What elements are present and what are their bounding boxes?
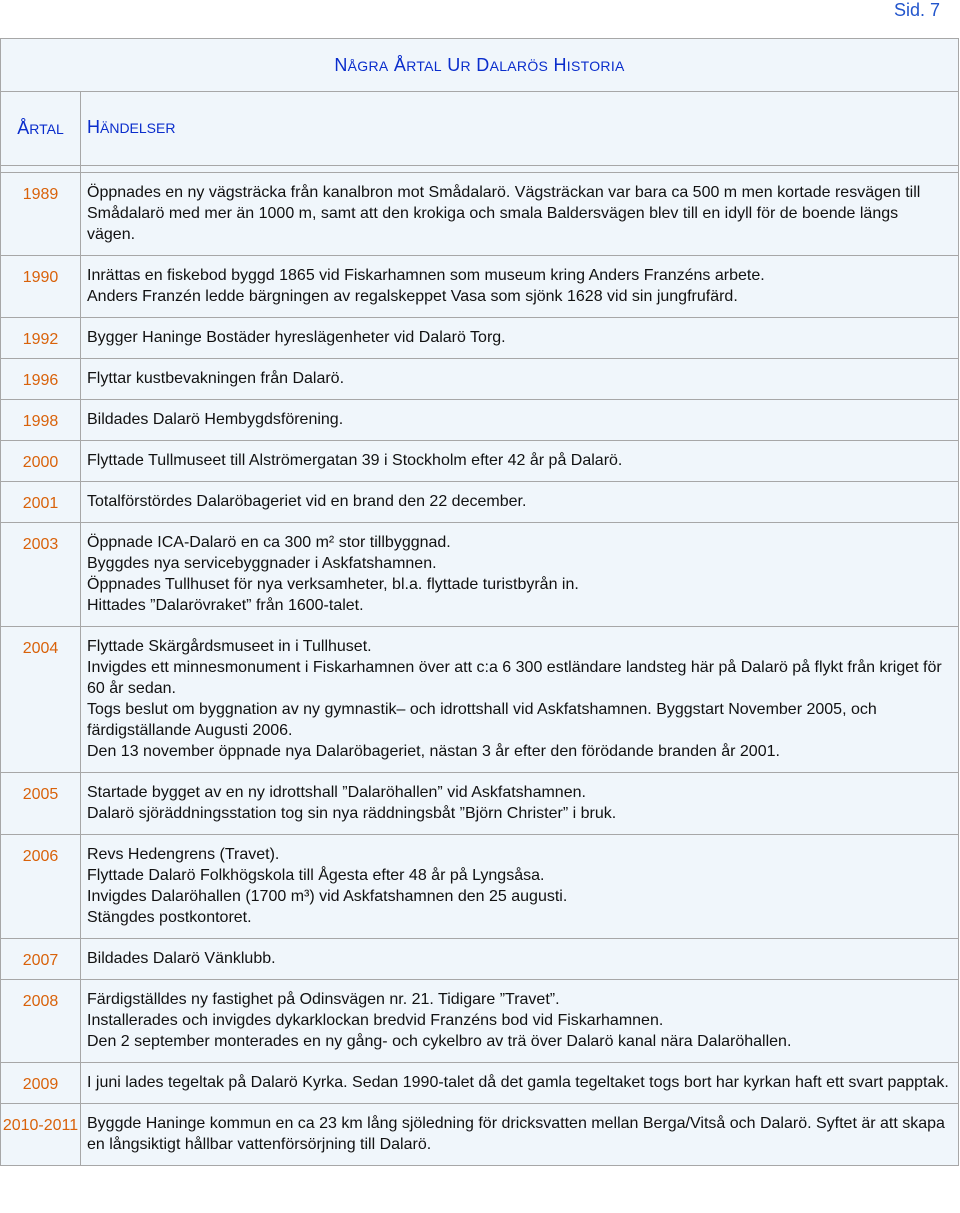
event-cell [81,359,959,400]
event-line: Startade bygget av en ny idrottshall ”Dalaröhallen” vid Askfatshamnen. [87,784,586,801]
year-cell: 1996 [1,359,81,400]
table-row [1,773,959,835]
event-cell [81,627,959,773]
event-line: Revs Hedengrens (Travet). [87,846,280,863]
event-line: Färdigställdes ny fastighet på Odinsvägen nr. 21. Tidigare ”Travet”. [87,991,560,1008]
event-cell [81,482,959,523]
table-row [1,627,959,773]
event-cell [81,318,959,359]
event-line: I juni lades tegeltak på Dalarö Kyrka. Sedan 1990-talet då det gamla tegeltaket togs bort har kyrkan haft ett svart papptak. [87,1074,949,1091]
event-line: Flyttade Tullmuseet till Alströmergatan 39 i Stockholm efter 42 år på Dalarö. [87,452,623,469]
year-cell: 1998 [1,400,81,441]
table-row [1,173,959,256]
table-row [1,400,959,441]
table-row [1,523,959,627]
year-cell: 2008 [1,980,81,1063]
event-line: Inrättas en fiskebod byggd 1865 vid Fiskarhamnen som museum kring Anders Franzéns arbete. [87,267,765,284]
event-line: Stängdes postkontoret. [87,909,252,926]
table-row [1,256,959,318]
page-number: Sid. 7 [893,0,940,20]
event-cell [81,523,959,627]
history-rows [1,173,959,1166]
year-cell: 1990 [1,256,81,318]
year-cell: 2003 [1,523,81,627]
table-row [1,939,959,980]
table-row [1,318,959,359]
table-row [1,359,959,400]
title-cell [1,39,959,92]
year-cell: 2001 [1,482,81,523]
event-line: Flyttade Skärgårdsmuseet in i Tullhuset. [87,638,372,655]
year-cell: 2007 [1,939,81,980]
event-line: Invigdes ett minnesmonument i Fiskarhamnen över att c:a 6 300 estländare landsteg här på Dalarö på flykt från kriget för 60 år sedan. [87,659,942,697]
table-row [1,1104,959,1166]
event-line: Bildades Dalarö Hembygdsförening. [87,411,344,428]
history-table [0,38,959,1166]
spacer-cell [1,166,81,173]
event-line: Den 13 november öppnade nya Dalaröbageriet, nästan 3 år efter den förödande branden år 2001. [87,743,780,760]
events-header-cell [81,92,959,166]
event-cell [81,980,959,1063]
event-line: Flyttade Dalarö Folkhögskola till Ågesta efter 48 år på Lyngsåsa. [87,867,545,884]
events-header: HÄNDELSER [87,117,176,137]
event-line: Anders Franzén ledde bärgningen av regalskeppet Vasa som sjönk 1628 vid sin jungfrufärd. [87,288,738,305]
event-cell [81,256,959,318]
event-line: Öppnade ICA-Dalarö en ca 300 m² stor tillbyggnad. [87,534,451,551]
year-header: ÅRTAL [17,118,64,138]
event-line: Bygger Haninge Bostäder hyreslägenheter vid Dalarö Torg. [87,329,506,346]
table-row [1,1063,959,1104]
year-header-cell [1,92,81,166]
table-row [1,835,959,939]
event-line: Byggde Haninge kommun en ca 23 km lång sjöledning för dricksvatten mellan Berga/Vitså och Dalarö. Syftet är att skapa en långsiktigt hållbar vattenförsörjning till Dalarö. [87,1115,945,1153]
event-cell [81,173,959,256]
event-cell [81,1063,959,1104]
event-cell [81,400,959,441]
event-line: Byggdes nya servicebyggnader i Askfatshamnen. [87,555,437,572]
year-cell: 2010-2011 [1,1104,81,1166]
event-line: Flyttar kustbevakningen från Dalarö. [87,370,345,387]
year-cell: 2000 [1,441,81,482]
event-line: Togs beslut om byggnation av ny gymnastik– och idrottshall vid Askfatshamnen. Byggstart November 2005, och färdigställande Augusti 2006. [87,701,877,739]
event-cell [81,441,959,482]
page-title: NÅGRA ÅRTAL UR DALARÖS HISTORIA [334,54,625,75]
event-cell [81,835,959,939]
event-line: Dalarö sjöräddningsstation tog sin nya räddningsbåt ”Björn Christer” i bruk. [87,805,617,822]
year-cell: 1992 [1,318,81,359]
year-cell: 2006 [1,835,81,939]
table-row [1,980,959,1063]
year-cell: 2009 [1,1063,81,1104]
event-line: Hittades ”Dalarövraket” från 1600-talet. [87,597,364,614]
year-cell: 2005 [1,773,81,835]
event-cell [81,1104,959,1166]
year-cell: 1989 [1,173,81,256]
table-row [1,482,959,523]
event-line: Öppnades en ny vägsträcka från kanalbron mot Smådalarö. Vägsträckan var bara ca 500 m men kortade resvägen till Smådalarö med mer än 1000 m, samt att den krokiga och smala Baldersvägen blev till en idyll för de boende längs vägen. [87,184,921,243]
event-line: Totalförstördes Dalaröbageriet vid en brand den 22 december. [87,493,527,510]
event-line: Öppnades Tullhuset för nya verksamheter, bl.a. flyttade turistbyrån in. [87,576,579,593]
table-row [1,441,959,482]
year-cell: 2004 [1,627,81,773]
event-line: Invigdes Dalaröhallen (1700 m³) vid Askfatshamnen den 25 augusti. [87,888,568,905]
event-line: Installerades och invigdes dykarklockan bredvid Franzéns bod vid Fiskarhamnen. [87,1012,664,1029]
event-line: Den 2 september monterades en ny gång- och cykelbro av trä över Dalarö kanal nära Dalaröhallen. [87,1033,792,1050]
spacer-cell [81,166,959,173]
event-line: Bildades Dalarö Vänklubb. [87,950,276,967]
event-cell [81,773,959,835]
event-cell [81,939,959,980]
history-table-wrapper [0,38,958,1166]
